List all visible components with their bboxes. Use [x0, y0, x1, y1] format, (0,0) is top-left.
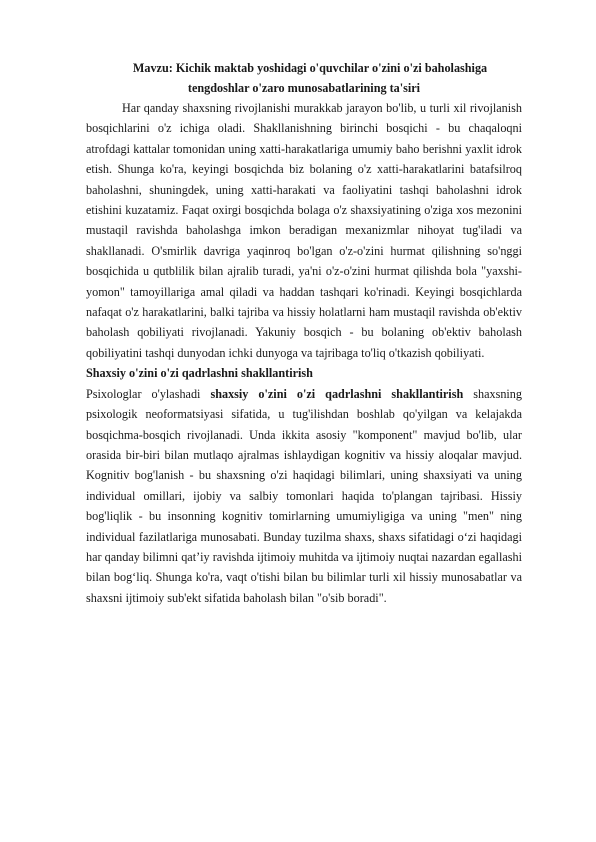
paragraph-2-bold-term: shaxsiy o'zini o'zi qadrlashni shakllantirish: [210, 386, 464, 401]
paragraph-2-rest: shaxsning psixologik neoformatsiyasi sifatida, u tug'ilishdan boshlab qo'yilgan va kelajakda bosqichma-bosqich rivojlanadi. Unda ikkita asosiy "komponent" mavjud bo'lib, ular orasida bir-biri bilan mutlaqo ajralmas ishlaydigan kognitiv va hissiy aloqalar mavjud. Kognitiv bog'lanish - bu shaxsning o'zi haqidagi bilimlari, uning shaxsiyati va uning individual omillari, ijobiy va salbiy tomonlari haqida to'plangan tajribasi. Hissiy bog'liqlik - bu insonning kognitiv tomirlarning umumiyligiga va uning "men" ning individual fazilatlariga munosabati. Bunday tuzilma shaxs, shaxs sifatidagi o‘zi haqidagi har qanday bilimni qat’iy ravishda ijtimoiy muhitda va ijtimoiy nuqtai nazardan egallashi bilan bog‘liq. Shunga ko'ra, vaqt o'tishi bilan bu bilimlar turli xil hissiy munosabatlar va shaxsni ijtimoiy sub'ekt sifatida baholash bilan "o'sib boradi".: [86, 386, 522, 605]
document-title: [86, 58, 522, 98]
title-line-2: tengdoshlar o'zaro munosabatlarining ta'siri: [187, 81, 421, 95]
title-line-1: Mavzu: Kichik maktab yoshidagi o'quvchilar o'zini o'zi baholashiga: [132, 61, 488, 75]
paragraph-1: Har qanday shaxsning rivojlanishi murakkab jarayon bo'lib, u turli xil rivojlanish bosqichlarini o'z ichiga oladi. Shakllanishning birinchi bosqichi - bu chaqaloqni atrofdagi kattalar tomonidan uning xatti-harakatlariga umumiy baho berishni yaxlit idrok etish. Shunga ko'ra, keyingi bosqichda biz bolaning o'z xatti-harakatlarini batafsilroq baholashni, shuningdek, uning xatti-harakati va faoliyatini tashqi baholashni idrok etishini kuzatamiz. Faqat oxirgi bosqichda bolaga o'z shaxsiyatining o'ziga xos mezonini mustaqil ravishda baholashga imkon beradigan mexanizmlar nihoyat tug'iladi va shakllanadi. O'smirlik davriga yaqinroq bo'lgan o'z-o'zini hurmat qilishning so'nggi bosqichida u qutblilik bilan ajralib turadi, ya'ni o'z-o'zini hurmat qilishda bola "yaxshi-yomon" tamoyillariga amal qiladi va haddan tashqari ko'rinadi. Keyingi bosqichlarda nafaqat o'z harakatlarini, balki tajriba va hissiy holatlarni ham mustaqil ravishda ob'ektiv baholash qobiliyati rivojlanadi. Yakuniy bosqich - bu bolaning ob'ektiv baholash qobiliyatini tashqi dunyodan ichki dunyoga va tajribaga to'liq o'tkazish qobiliyati.: [86, 101, 522, 360]
paragraph-2-prefix: Psixologlar o'ylashadi: [86, 386, 211, 401]
document-body: [86, 58, 522, 608]
section-heading: Shaxsiy o'zini o'zi qadrlashni shakllantirish: [86, 366, 313, 381]
paragraph-2: [86, 384, 522, 608]
